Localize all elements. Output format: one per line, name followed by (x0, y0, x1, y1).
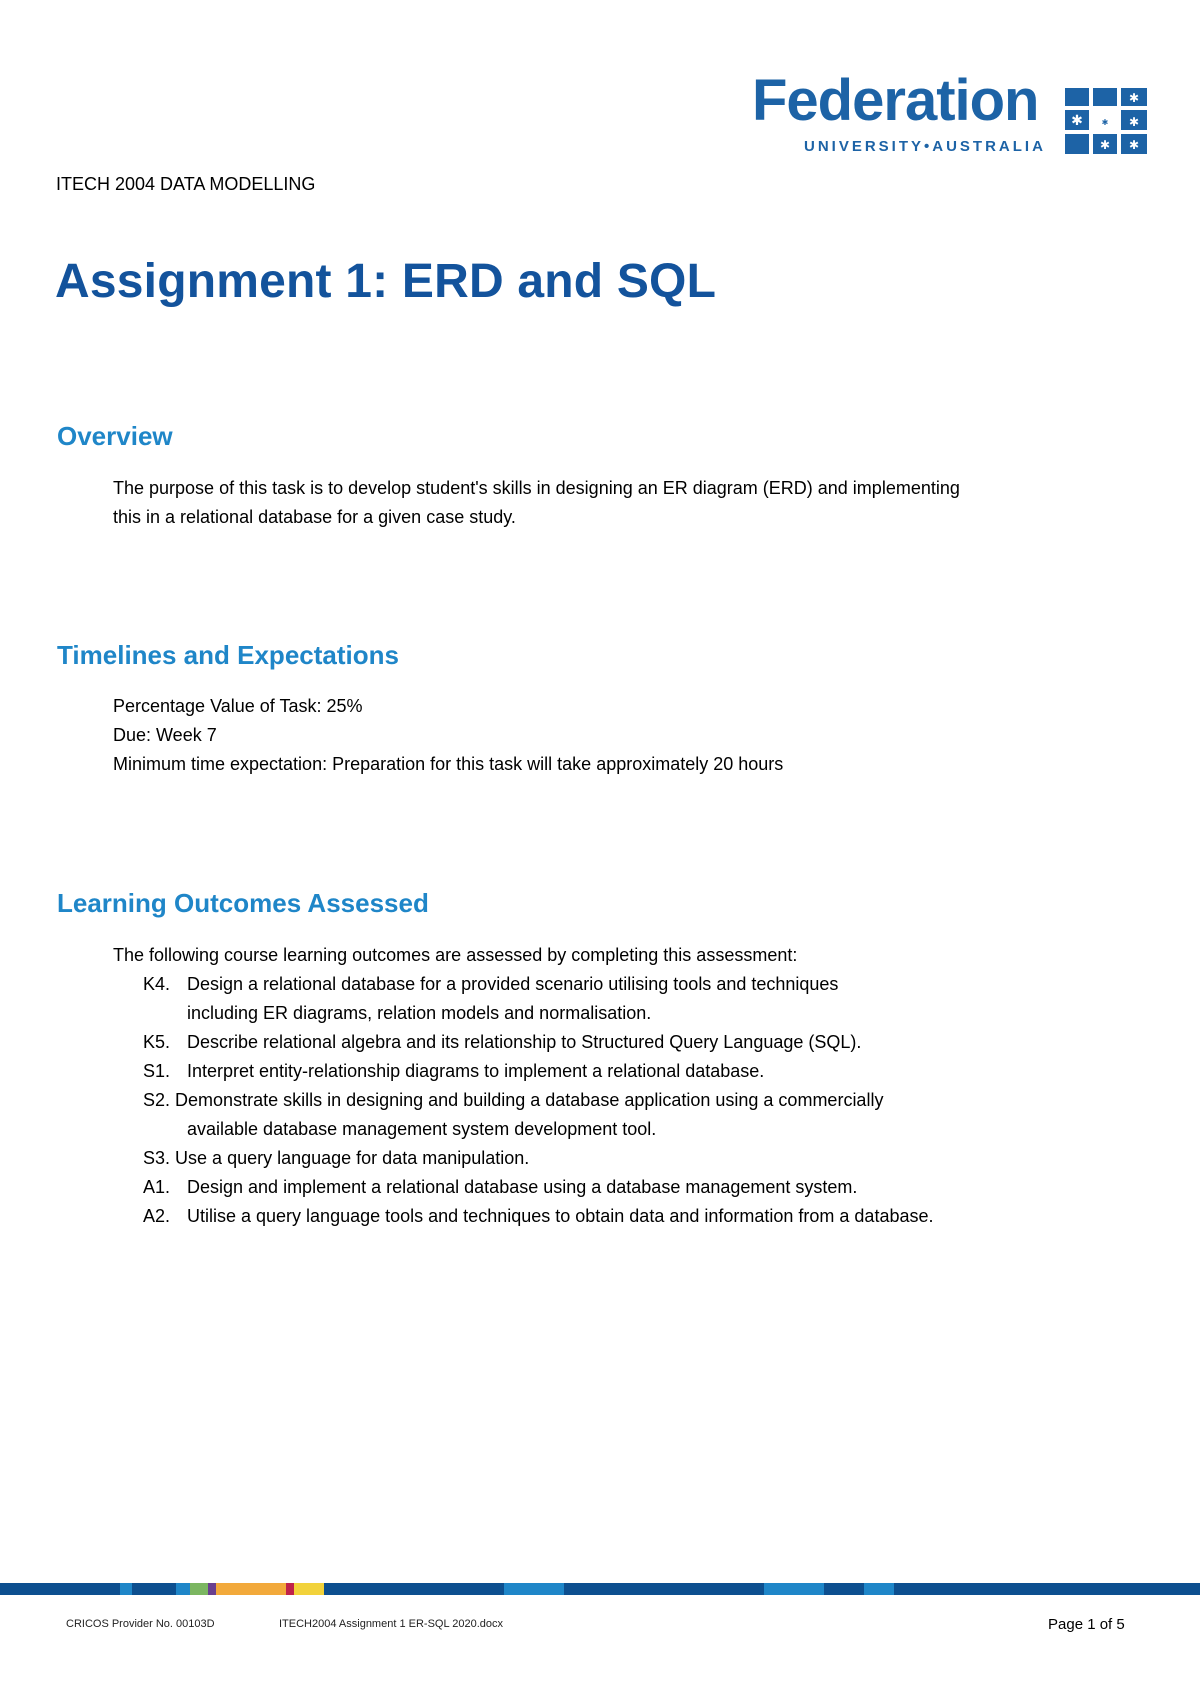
outcome-text: Utilise a query language tools and techniques to obtain data and information from a database. (187, 1206, 934, 1226)
federation-university-logo (752, 68, 1147, 162)
timelines-block (113, 692, 973, 779)
outcome-text: Use a query language for data manipulation. (175, 1148, 530, 1168)
svg-text:✱: ✱ (1101, 118, 1109, 127)
list-item (113, 1028, 1013, 1057)
outcome-text: Design a relational database for a provided scenario utilising tools and techniques including ER diagrams, relation models and normalisation. (187, 974, 839, 1023)
outcome-code: K5. (143, 1032, 171, 1052)
svg-text:✱: ✱ (1128, 138, 1140, 152)
timelines-heading: Timelines and Expectations (57, 640, 399, 670)
svg-text:✱: ✱ (1071, 113, 1083, 129)
outcome-text: Describe relational algebra and its relationship to Structured Query Language (SQL). (187, 1032, 862, 1052)
percentage-value: Percentage Value of Task: 25% (113, 696, 363, 716)
outcome-code: S2. (143, 1090, 171, 1110)
file-name: ITECH2004 Assignment 1 ER-SQL 2020.docx (279, 1618, 503, 1630)
list-item (113, 970, 907, 1028)
outcome-code: S3. (143, 1148, 171, 1168)
svg-text:✱: ✱ (1128, 115, 1140, 129)
logo-wordmark: Federation (752, 68, 1039, 133)
outcomes-intro: The following course learning outcomes are assessed by completing this assessment: (113, 945, 798, 965)
page-number: Page 1 of 5 (1048, 1616, 1125, 1633)
outcome-text: Demonstrate skills in designing and building a database application using a commercially (175, 1090, 884, 1110)
outcomes-list (113, 970, 1013, 1231)
page-title: Assignment 1: ERD and SQL (55, 255, 717, 308)
outcome-code: A1. (143, 1177, 171, 1197)
time-expectation: Minimum time expectation: Preparation for this task will take approximately 20 hours (113, 754, 784, 774)
svg-text:✱: ✱ (1128, 91, 1140, 105)
outcome-code: S1. (143, 1061, 171, 1081)
list-item (113, 1086, 1013, 1144)
outcome-code: K4. (143, 974, 171, 994)
outcome-text-continued: available database management system development tool. (187, 1119, 657, 1139)
overview-text: The purpose of this task is to develop student's skills in designing an ER diagram (ERD) and implementing this in a relational database for a given case study. (113, 478, 960, 527)
footer-color-bar (0, 1583, 1200, 1595)
list-item (113, 1057, 1013, 1086)
course-code: ITECH 2004 DATA MODELLING (56, 174, 316, 194)
svg-text:✱: ✱ (1099, 138, 1111, 152)
overview-heading: Overview (57, 421, 173, 451)
logo-subtitle: UNIVERSITY•AUSTRALIA (804, 138, 1046, 155)
outcome-text: Interpret entity-relationship diagrams to implement a relational database. (187, 1061, 765, 1081)
outcome-code: A2. (143, 1206, 171, 1226)
outcome-text: Design and implement a relational database using a database management system. (187, 1177, 858, 1197)
list-item (113, 1144, 1013, 1173)
list-item (113, 1202, 1013, 1231)
flag-emblem-icon (1065, 88, 1147, 154)
outcomes-heading: Learning Outcomes Assessed (57, 888, 429, 918)
cricos-provider: CRICOS Provider No. 00103D (66, 1618, 215, 1630)
list-item (113, 1173, 1013, 1202)
due-date: Due: Week 7 (113, 725, 217, 745)
